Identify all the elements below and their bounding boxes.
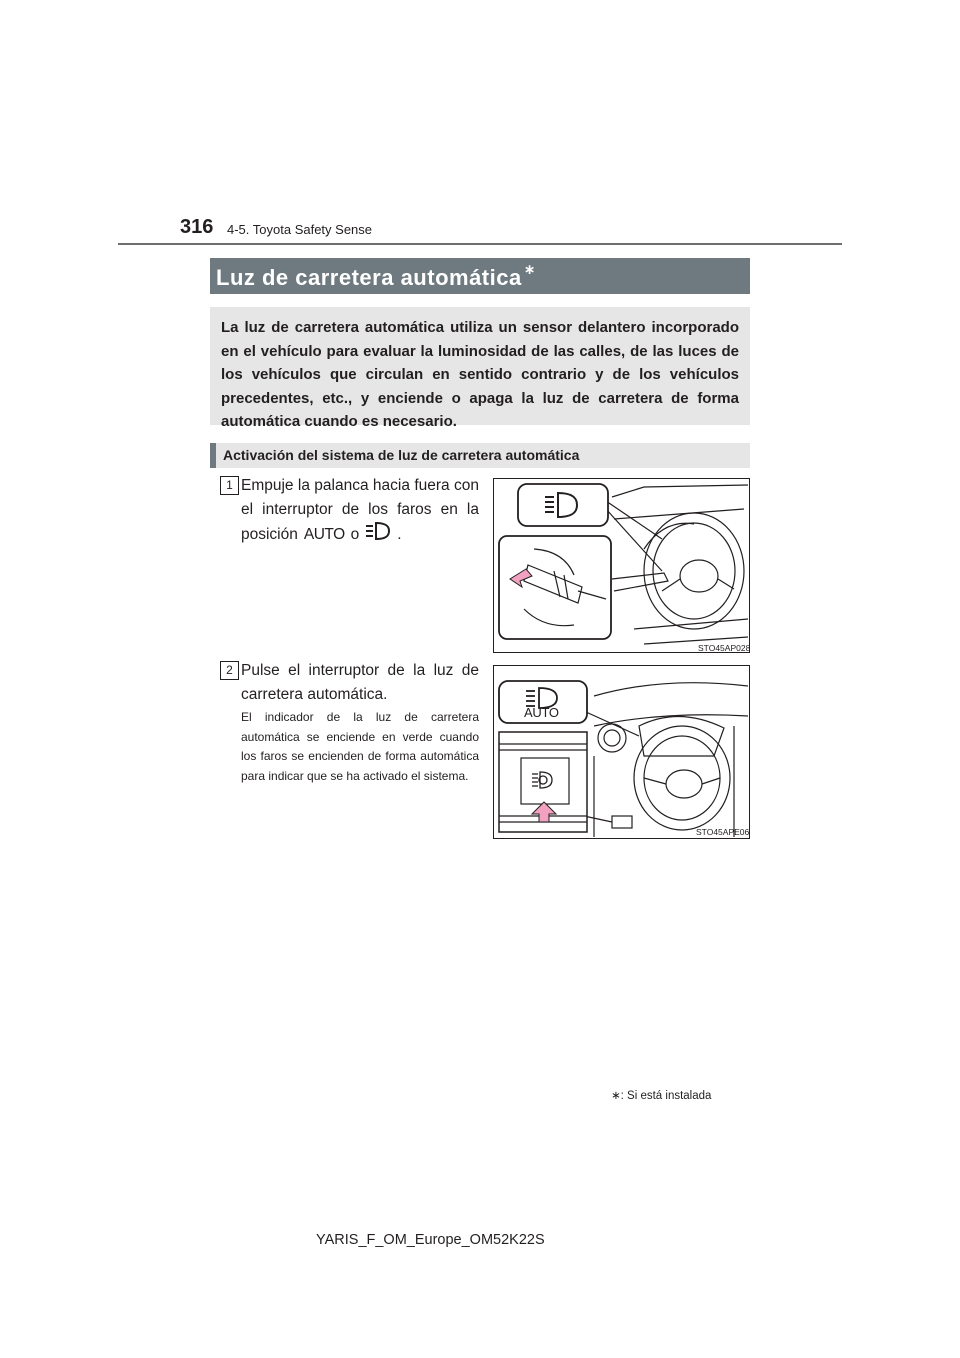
step-2-note: El indicador de la luz de carretera automática se enciende en verde cuando los faros se encienden de forma automática para indicar que se ha activado el sistema. — [241, 710, 479, 783]
figure-1-code: STO45AP028 — [698, 643, 751, 653]
footnote-mark: ∗ — [611, 1090, 621, 1102]
figure-2-auto-label: AUTO — [524, 705, 559, 720]
step-1-text-main: Empuje la palanca hacia fuera con el interruptor de los faros en la posición — [241, 477, 479, 543]
step-1-badge: 1 — [220, 476, 239, 495]
auto-position-label: AUTO — [303, 525, 345, 543]
headlight-icon — [365, 521, 391, 549]
step-1-text — [241, 474, 479, 549]
figure-1 — [493, 478, 750, 653]
intro-text: La luz de carretera automática utiliza un sensor delantero incorporado en el vehículo para evaluar la luminosidad de las calles, de las luces de los vehículos que circulan en sentido contrario y de los vehículos precedentes, etc., y enciende o apaga la luz de carretera de forma automática cuando es necesario. — [221, 319, 739, 431]
figure-2-illustration — [494, 666, 748, 837]
step-1-connector: o — [350, 525, 360, 543]
figure-2-code: STO45APE06 — [696, 827, 750, 837]
figure-1-illustration — [494, 479, 751, 653]
figure-2 — [493, 665, 750, 839]
footnote — [611, 1088, 711, 1102]
step-1-end: . — [397, 525, 402, 543]
optional-mark: ∗ — [523, 261, 536, 277]
step-2-badge: 2 — [220, 661, 239, 680]
footnote-text: : Si está instalada — [620, 1090, 712, 1102]
section-name: 4-5. Toyota Safety Sense — [227, 222, 373, 237]
page-number: 316 — [180, 216, 214, 238]
footer-doc-code: YARIS_F_OM_Europe_OM52K22S — [316, 1232, 545, 1248]
subsection-title: Activación del sistema de luz de carretera automática — [223, 447, 580, 463]
page-title — [216, 261, 536, 291]
header-rule — [118, 243, 842, 245]
page-title-text: Luz de carretera automática — [216, 265, 522, 290]
step-2-text: Pulse el interruptor de la luz de carretera automática. — [241, 662, 479, 703]
